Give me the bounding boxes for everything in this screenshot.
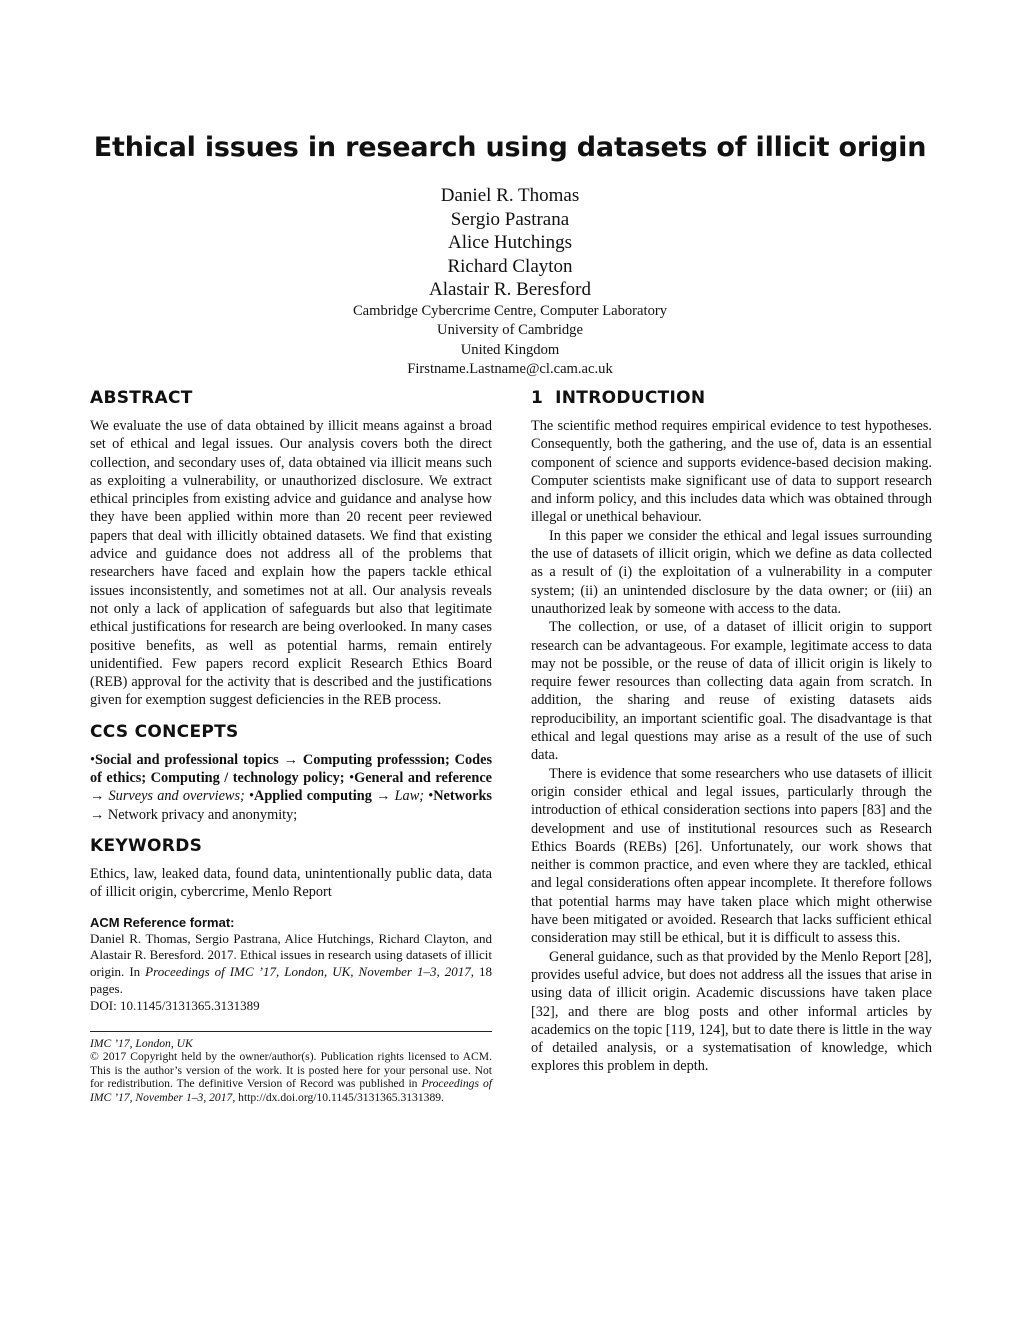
introduction-heading [531,388,932,408]
arrow-icon: → [376,788,391,805]
abstract-heading: ABSTRACT [90,388,193,408]
author-name: Sergio Pastrana [450,208,570,230]
footnote-doi-link: http://dx.doi.org/10.1145/3131365.3131389. [238,1090,444,1104]
arrow-icon: → [90,788,105,805]
author-name: Alastair R. Beresford [429,279,591,300]
affiliation: Cambridge Cybercrime Centre, Computer Laboratory [352,302,668,319]
acm-reference-part: Daniel R. Thomas, Sergio Pastrana, Alice Hutchings, Richard Clayton, and Alastair R. Beresford. 2017. Ethical issues in research using datasets of illicit origin. In [90,930,492,980]
bullet-icon: • [349,770,355,787]
ccs-heading: CCS CONCEPTS [90,721,239,742]
right-column [531,388,932,1076]
acm-reference-pages: 18 pages. [90,964,493,996]
affiliation-country: United Kingdom [460,341,560,358]
ccs-term: General and reference [354,770,493,787]
section-number: 1 [531,388,544,408]
arrow-icon: → [283,751,298,768]
acm-reference-heading: ACM Reference format: [90,914,235,930]
intro-paragraph: There is evidence that some researchers who use datasets of illicit origin consider ethical and legal issues, particularly through the introduction of ethical consideration sections into papers [83] and the development and use of institutional resources such as Research Ethics Boards (REBs) [26]. Unfortunately, our work shows that neither is common practice, and even where they are tackled, ethical and legal considerations often appear incomplete. It therefore follows that potential harms may have taken place which might otherwise have been mitigated or avoided. Research that lacks sufficient ethical consideration may still be ethical, but it is difficult to assess this. [531,765,932,947]
keywords-heading: KEYWORDS [90,835,203,856]
ccs-term: Social and professional topics [95,751,279,768]
intro-paragraph: The collection, or use, of a dataset of illicit origin to support research can be advantageous. For example, legitimate access to data may not be possible, or the reuse of data of illicit origin is likely to require fewer resources than collecting data again from scratch. In addition, the sharing and reuse of existing datasets aids reproducibility, an important scientific goal. The disadvantage is that ethical and legal questions may arise as a result of the use of such data. [531,619,932,764]
paper-title: Ethical issues in research using datasets of illicit origin [93,132,927,163]
footnote-venue: IMC ’17, London, UK [90,1036,193,1050]
ccs-term: Law; [394,788,424,805]
intro-paragraph: In this paper we consider the ethical and legal issues surrounding the use of datasets of illicit origin, which we define as data collected as a result of (i) the exploitation of a vulnerability in a computer system; (ii) an unintended disclosure by the data owner; or (iii) an unauthorized leak by someone with access to the data. [531,527,932,617]
intro-paragraph: General guidance, such as that provided by the Menlo Report [28], provides useful advice, but does not address all the issues that arise in using data of illicit origin. Academic discussions have taken place [32], and there are blog posts and other informal articles by academics on the topic [119, 124], but to date there is little in the way of detailed analysis, or a systematisation of knowledge, which explores this problem in depth. [531,948,932,1075]
acm-reference-text [90,931,492,998]
ccs-term: Computing professsion; Codes of ethics; Computing / technology policy; [90,751,493,787]
footnote-proceedings: Proceedings of IMC ’17, November 1–3, 2017, [90,1077,492,1104]
intro-paragraph: The scientific method requires empirical evidence to test hypotheses. Consequently, both the gathering, and the use of, data is an essential component of science and supports evidence-based decision making. Computer scientists make significant use of data to support research and inform policy, and this includes data which was obtained through illegal or unethical behaviour. [531,418,932,526]
affiliation-university: University of Cambridge [437,322,583,339]
footnote-part: © 2017 Copyright held by the owner/author(s). Publication rights licensed to ACM. This is the author’s version of the work. It is posted here for your personal use. Not for redistribution. The definitive Version of Record was published in [90,1050,492,1091]
acm-reference-proceedings: Proceedings of IMC ’17, London, UK, November 1–3, 2017, [145,964,474,980]
keywords-text: Ethics, law, leaked data, found data, unintentionally public data, data of illicit origin, cybercrime, Menlo Report [90,865,492,901]
ccs-term: Applied computing [254,788,372,805]
author-name: Alice Hutchings [447,232,572,253]
author-block [0,184,1020,380]
bullet-icon: • [428,788,434,805]
footnote-copyright [90,1050,492,1104]
bullet-icon: • [249,788,255,805]
ccs-term: Networks [433,788,492,805]
ccs-term: Surveys and overviews; [108,788,245,805]
author-email: Firstname.Lastname@cl.cam.ac.uk [407,361,613,378]
acm-reference-doi: DOI: 10.1145/3131365.3131389 [90,997,260,1013]
left-column [90,388,492,1104]
section-title: INTRODUCTION [555,388,706,408]
author-name: Daniel R. Thomas [440,185,580,206]
abstract-text: We evaluate the use of data obtained by illicit means against a broad set of ethical and legal issues. Our analysis covers both the direct collection, and secondary uses of, data obtained via illicit means such as exploiting a vulnerability, or unauthorized disclosure. We extract ethical principles from existing advice and guidance and analyse how they have been applied within more than 20 recent peer reviewed papers that deal with illicitly obtained datasets. We find that existing advice and guidance does not address all of the problems that researchers have faced and explain how the papers tackle ethical issues inconsistently, and sometimes not at all. Our analysis reveals not only a lack of application of safeguards but also that legitimate ethical justifications for research are being overlooked. In many cases positive benefits, as well as potential harms, remain entirely unidentified. Few papers record explicit Research Ethics Board (REB) approval for the activity that is described and the justifications given for exemption suggest deficiencies in the REB process. [90,418,492,709]
ccs-term: Network privacy and anonymity; [107,806,298,823]
bullet-icon: • [90,751,96,768]
arrow-icon: → [90,806,105,823]
author-name: Richard Clayton [447,255,573,277]
ccs-concepts [90,751,492,824]
